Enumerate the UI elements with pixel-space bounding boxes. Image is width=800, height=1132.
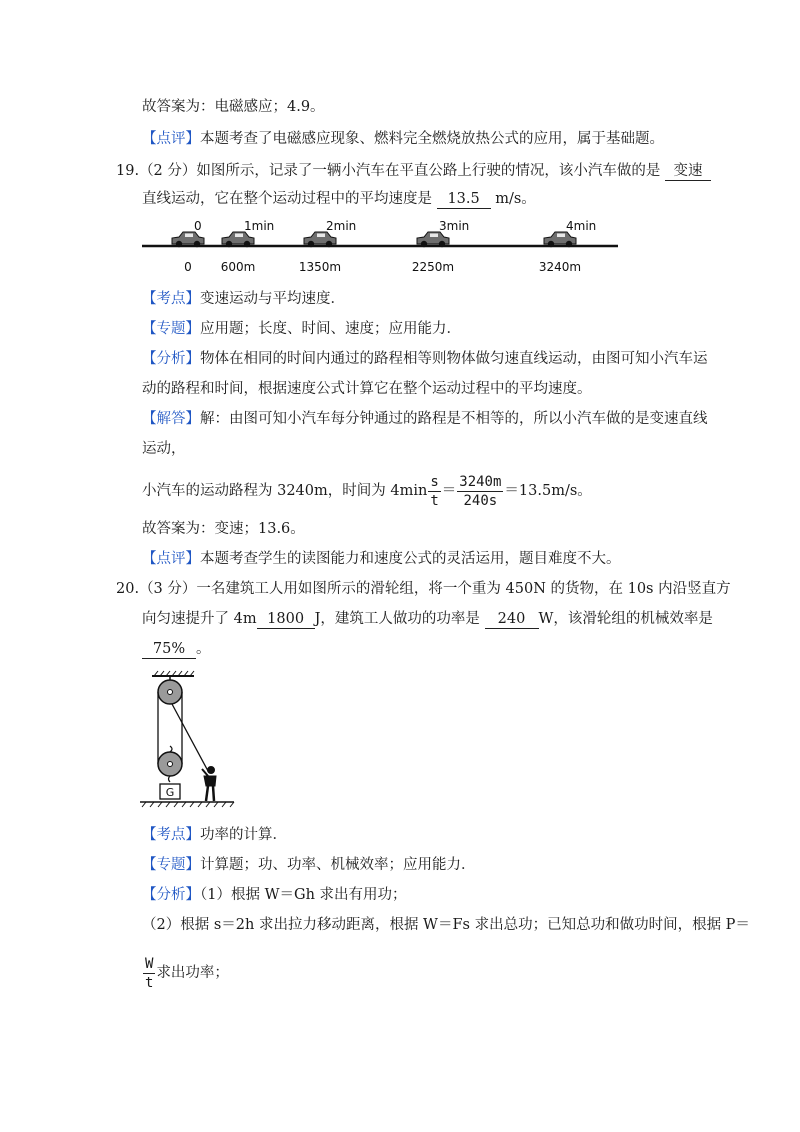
answer-blank: 75%	[142, 640, 196, 659]
kaodian-tag: 【考点】	[142, 291, 200, 307]
question-number: 19.	[116, 163, 140, 179]
q19-zhuanti	[142, 318, 461, 340]
q20-stem-line-2	[142, 608, 713, 630]
q18-answer-line: 故答案为：电磁感应；4.9。	[142, 99, 325, 115]
q19-fenxi-1	[142, 348, 708, 370]
q19-jieda-1	[142, 408, 708, 430]
pulley-system-figure	[138, 670, 238, 812]
q20-fenxi-2: （2）根据 s＝2h 求出拉力移动距离，根据 W＝Fs 求出总功；已知总功和做功时间，根据 P＝	[142, 917, 750, 933]
q18-comment	[142, 128, 664, 150]
question-stem: 。	[196, 641, 211, 657]
q19-kaodian	[142, 288, 345, 310]
kaodian-text: 变速运动与平均速度．	[200, 291, 345, 307]
time-label: 0	[194, 219, 202, 233]
fraction-w-over-t	[143, 955, 155, 992]
time-label: 1min	[244, 219, 275, 233]
comment-text: 本题考查学生的读图能力和速度公式的灵活运用，题目难度不大。	[200, 551, 621, 567]
fenxi-text: 物体在相同的时间内通过的路程相等则物体做匀速直线运动，由图可知小汽车运	[200, 351, 708, 367]
q19-comment	[142, 548, 621, 570]
fraction-s-over-t	[428, 473, 440, 510]
jieda-text: 解：由图可知小汽车每分钟通过的路程是不相等的，所以小汽车做的是变速直线	[200, 411, 708, 427]
question-score: （3 分）	[139, 581, 197, 597]
q19-jieda-2: 运动，	[142, 441, 186, 457]
distance-label: 600m	[220, 260, 256, 274]
question-stem: 如图所示，记录了一辆小汽车在平直公路上行驶的情况，该小汽车做的是	[196, 163, 661, 179]
q20-fenxi-1	[142, 884, 407, 906]
answer-blank: 变速	[665, 162, 711, 181]
weight-label: G	[165, 786, 175, 799]
jieda-tag: 【解答】	[142, 411, 200, 427]
calc-prefix: 小汽车的运动路程为 3240m，时间为 4min	[142, 483, 428, 499]
fenxi-text: （1）根据 W＝Gh 求出有用功；	[200, 887, 407, 903]
car-motion-figure	[140, 212, 620, 278]
question-number: 20.	[116, 581, 140, 597]
fraction-numerator: W	[145, 955, 154, 972]
distance-label: 0	[184, 260, 192, 274]
worker-figure	[202, 767, 216, 802]
fenxi-text: 求出功率；	[156, 965, 229, 981]
question-score: （2 分）	[139, 163, 197, 179]
q19-answer-line: 故答案为：变速；13.6。	[142, 521, 305, 537]
time-label: 2min	[326, 219, 357, 233]
zhuanti-tag: 【专题】	[142, 321, 200, 337]
q20-zhuanti	[142, 854, 476, 876]
zhuanti-text: 计算题；功、功率、机械效率；应用能力．	[200, 857, 476, 873]
question-stem: 直线运动，它在整个运动过程中的平均速度是	[142, 191, 432, 207]
q20-fenxi-3	[142, 954, 229, 992]
question-stem: 向匀速提升了 4m	[142, 611, 257, 627]
kaodian-text: 功率的计算．	[200, 827, 287, 843]
q19-fenxi-2: 动的路程和时间，根据速度公式计算它在整个运动过程中的平均速度。	[142, 381, 592, 397]
zhuanti-tag: 【专题】	[142, 857, 200, 873]
time-label: 3min	[439, 219, 470, 233]
fraction-values	[457, 473, 503, 510]
comment-tag: 【点评】	[142, 551, 200, 567]
fraction-denominator: t	[430, 492, 439, 509]
kaodian-tag: 【考点】	[142, 827, 200, 843]
q20-stem-line-3	[142, 638, 211, 660]
answer-blank: 240	[485, 610, 539, 629]
q19-stem-line-2	[142, 188, 536, 210]
q20-stem-line-1	[116, 578, 731, 600]
fenxi-tag: 【分析】	[142, 887, 200, 903]
distance-label: 3240m	[538, 260, 582, 274]
q19-stem-line-1	[116, 160, 711, 182]
question-stem: W，该滑轮组的机械效率是	[538, 611, 713, 627]
unit-text: m/s。	[495, 191, 536, 207]
comment-text: 本题考查了电磁感应现象、燃料完全燃烧放热公式的应用，属于基础题。	[200, 131, 664, 147]
question-stem: J，建筑工人做功的功率是	[314, 611, 480, 627]
answer-blank: 13.5	[437, 190, 491, 209]
fraction-denominator: t	[145, 974, 154, 991]
question-stem: 一名建筑工人用如图所示的滑轮组，将一个重为 450N 的货物，在 10s 内沿竖直方	[196, 581, 731, 597]
zhuanti-text: 应用题；长度、时间、速度；应用能力．	[200, 321, 461, 337]
q19-calc-line	[142, 472, 592, 510]
time-label: 4min	[566, 219, 597, 233]
equals-sign: ＝	[441, 483, 457, 499]
fraction-numerator: 3240m	[459, 473, 502, 490]
distance-label: 2250m	[411, 260, 455, 274]
comment-tag: 【点评】	[142, 131, 200, 147]
answer-blank: 1800	[257, 610, 315, 629]
distance-label: 1350m	[298, 260, 342, 274]
calc-suffix: ＝13.5m/s。	[504, 483, 592, 499]
fenxi-tag: 【分析】	[142, 351, 200, 367]
q20-kaodian	[142, 824, 287, 846]
fraction-denominator: 240s	[463, 492, 498, 509]
fraction-numerator: s	[430, 473, 439, 490]
